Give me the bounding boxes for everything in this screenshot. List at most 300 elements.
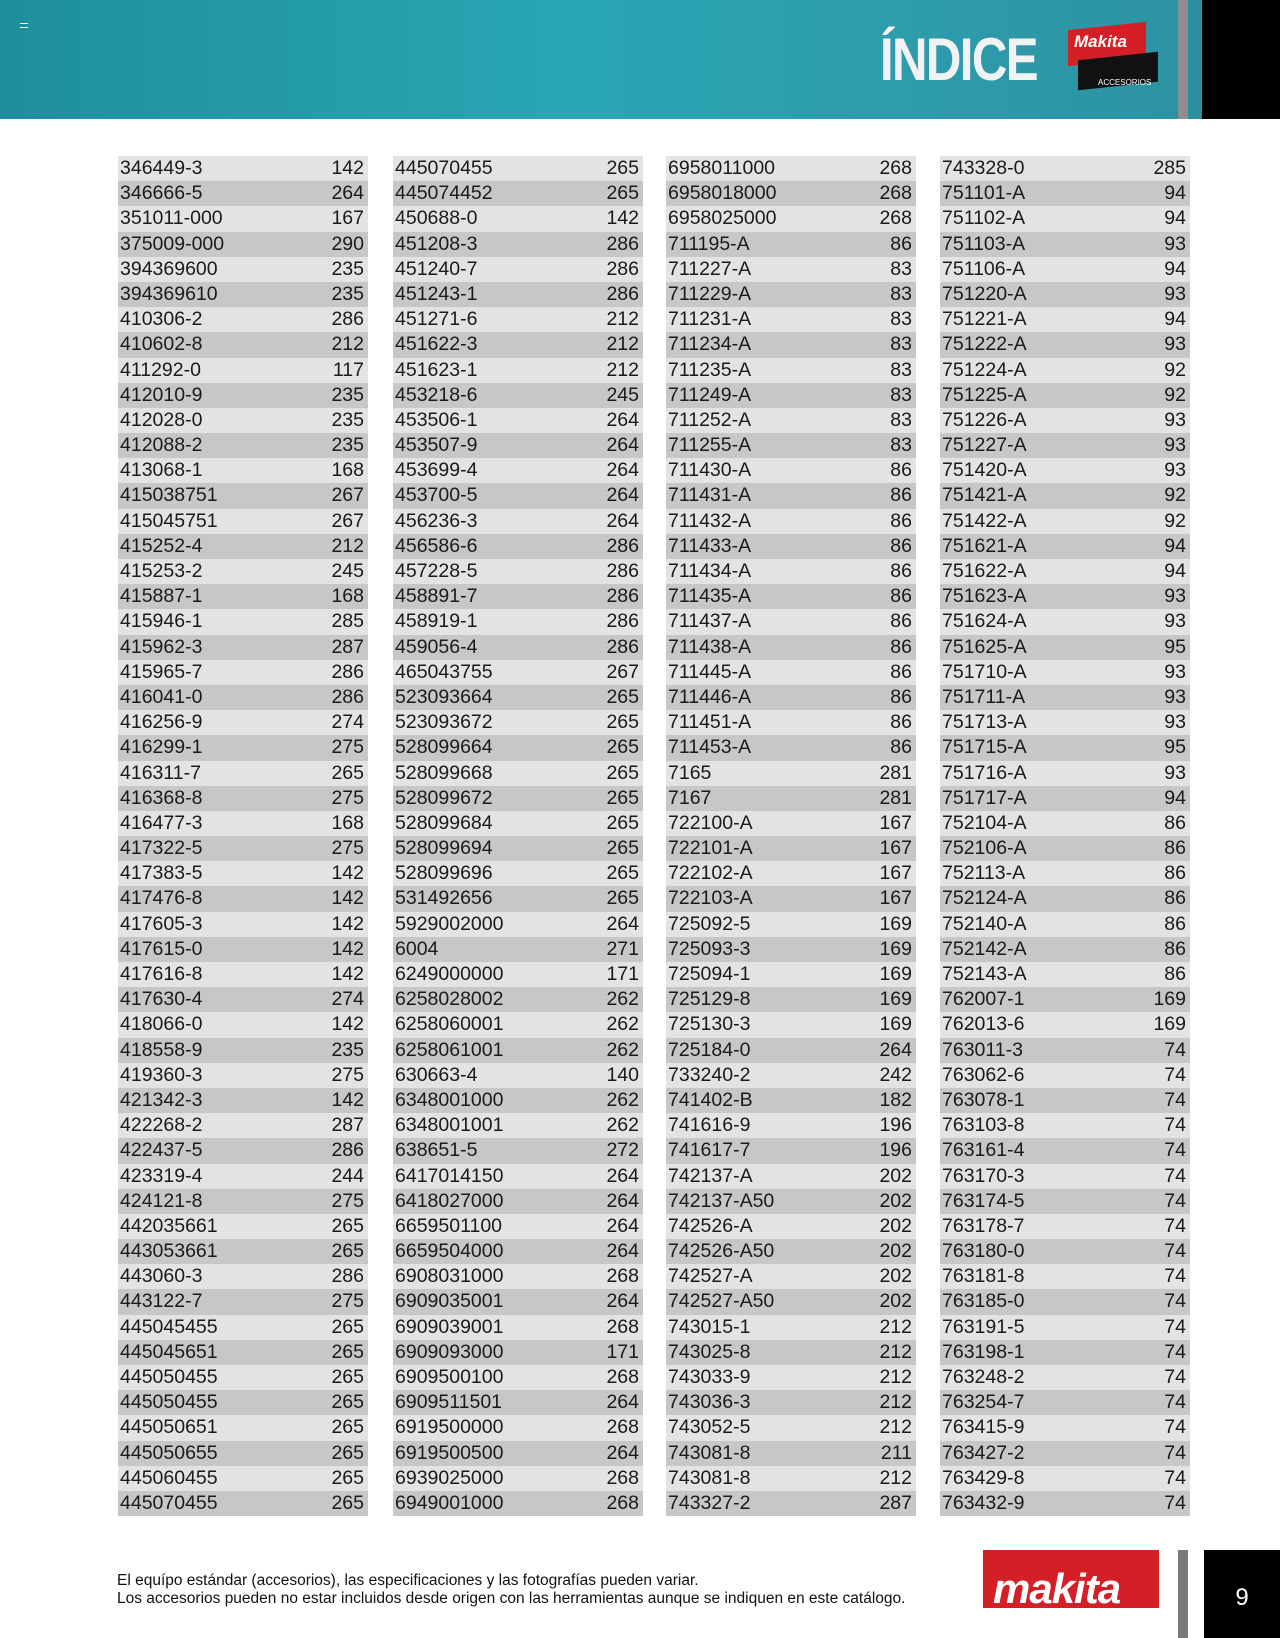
page-ref: 264 — [606, 912, 639, 935]
part-number: 415887-1 — [120, 585, 203, 608]
table-row — [666, 1415, 916, 1440]
part-number: 711451-A — [668, 711, 752, 734]
part-number: 445050651 — [120, 1416, 218, 1439]
part-number: 743081-8 — [668, 1466, 751, 1489]
page-ref: 281 — [879, 786, 912, 809]
page-ref: 264 — [606, 509, 639, 532]
page-ref: 286 — [331, 1265, 364, 1288]
page-ref: 86 — [890, 534, 912, 557]
part-number: 417476-8 — [120, 887, 203, 910]
part-number: 417616-8 — [120, 963, 203, 985]
table-row — [940, 1466, 1190, 1491]
part-number: 410602-8 — [120, 333, 203, 356]
part-number: 415946-1 — [120, 610, 203, 633]
part-number: 445045455 — [120, 1315, 218, 1338]
page-ref: 262 — [606, 988, 639, 1011]
page-ref: 168 — [331, 459, 364, 482]
table-row — [666, 660, 916, 685]
page-ref: 212 — [879, 1416, 912, 1439]
page-ref: 286 — [606, 610, 639, 633]
table-row — [666, 912, 916, 937]
part-number: 394369610 — [120, 282, 218, 305]
table-row — [940, 509, 1190, 534]
part-number: 415252-4 — [120, 534, 203, 557]
page-ref: 142 — [331, 963, 364, 985]
page-ref: 74 — [1164, 1290, 1186, 1313]
page-ref: 169 — [879, 988, 912, 1011]
page-ref: 83 — [890, 333, 912, 356]
table-row — [666, 735, 916, 760]
part-number: 763103-8 — [942, 1114, 1025, 1137]
part-number: 751106-A — [942, 257, 1026, 280]
table-row — [393, 836, 643, 861]
header-stripe-gray — [1178, 0, 1188, 119]
part-number: 528099664 — [395, 736, 493, 759]
part-number: 528099694 — [395, 837, 493, 860]
table-row — [118, 307, 368, 332]
table-row — [940, 710, 1190, 735]
page-ref: 86 — [890, 635, 912, 658]
part-number: 459056-4 — [395, 635, 478, 658]
table-row — [118, 836, 368, 861]
page-ref: 235 — [331, 383, 364, 406]
page-ref: 286 — [606, 232, 639, 255]
page-ref: 74 — [1164, 1466, 1186, 1489]
table-row — [666, 861, 916, 886]
page-ref: 83 — [890, 434, 912, 457]
table-row — [666, 257, 916, 282]
part-number: 423319-4 — [120, 1164, 203, 1187]
table-row — [666, 1340, 916, 1365]
page-ref: 94 — [1164, 786, 1186, 809]
table-row — [940, 886, 1190, 911]
page-ref: 265 — [331, 1340, 364, 1363]
page-ref: 265 — [331, 1491, 364, 1514]
table-row — [393, 1164, 643, 1189]
table-row — [393, 1088, 643, 1113]
part-number: 465043755 — [395, 660, 493, 683]
page-ref: 74 — [1164, 1366, 1186, 1388]
table-row — [393, 1063, 643, 1088]
page-number: 9 — [1235, 1584, 1249, 1611]
table-row — [940, 408, 1190, 433]
table-row — [666, 1390, 916, 1415]
part-number: 711432-A — [668, 509, 752, 532]
part-number: 742137-A — [668, 1164, 753, 1187]
table-row — [393, 1315, 643, 1340]
page-ref: 286 — [331, 308, 364, 331]
index-column-2 — [393, 156, 643, 1516]
page-ref: 212 — [879, 1315, 912, 1338]
part-number: 743081-8 — [668, 1441, 751, 1464]
part-number: 725129-8 — [668, 988, 751, 1011]
part-number: 751220-A — [942, 282, 1027, 305]
part-number: 416477-3 — [120, 811, 203, 834]
table-row — [666, 710, 916, 735]
table-row — [666, 1113, 916, 1138]
part-number: 523093664 — [395, 685, 493, 708]
part-number: 751622-A — [942, 560, 1027, 582]
part-number: 7167 — [668, 786, 712, 809]
page-ref: 83 — [890, 358, 912, 381]
part-number: 763198-1 — [942, 1340, 1025, 1363]
page-ref: 274 — [331, 711, 364, 734]
table-row — [118, 1214, 368, 1239]
part-number: 442035661 — [120, 1214, 218, 1237]
page-ref: 93 — [1164, 232, 1186, 255]
page-ref: 244 — [331, 1164, 364, 1187]
table-row — [666, 559, 916, 584]
part-number: 6949001000 — [395, 1491, 504, 1514]
part-number: 711453-A — [668, 736, 752, 759]
part-number: 453218-6 — [395, 383, 478, 406]
page-ref: 142 — [331, 862, 364, 885]
part-number: 751421-A — [942, 484, 1027, 507]
table-row — [118, 483, 368, 508]
part-number: 742527-A50 — [668, 1290, 775, 1313]
table-row — [118, 1264, 368, 1289]
part-number: 450688-0 — [395, 207, 478, 230]
part-number: 763078-1 — [942, 1088, 1025, 1111]
page-ref: 86 — [890, 585, 912, 608]
page-ref: 93 — [1164, 333, 1186, 356]
part-number: 751623-A — [942, 585, 1027, 608]
part-number: 711446-A — [668, 685, 752, 708]
part-number: 445070455 — [395, 157, 493, 179]
part-number: 725130-3 — [668, 1013, 751, 1036]
page-ref: 142 — [331, 937, 364, 960]
page-ref: 86 — [890, 660, 912, 683]
table-row — [393, 1038, 643, 1063]
page-ref: 268 — [606, 1491, 639, 1514]
table-row — [940, 1365, 1190, 1390]
page-ref: 287 — [879, 1491, 912, 1514]
part-number: 763254-7 — [942, 1391, 1025, 1414]
part-number: 453699-4 — [395, 459, 478, 482]
page-ref: 74 — [1164, 1063, 1186, 1086]
page-ref: 86 — [890, 459, 912, 482]
table-row — [940, 559, 1190, 584]
page-ref: 171 — [606, 963, 639, 985]
table-row — [393, 685, 643, 710]
page-ref: 264 — [606, 1214, 639, 1237]
part-number: 412028-0 — [120, 408, 203, 431]
table-row — [118, 383, 368, 408]
page-ref: 264 — [879, 1038, 912, 1061]
page-ref: 196 — [879, 1139, 912, 1162]
page-ref: 86 — [890, 685, 912, 708]
table-row — [118, 1088, 368, 1113]
page-ref: 268 — [606, 1416, 639, 1439]
page-ref: 86 — [890, 509, 912, 532]
part-number: 751225-A — [942, 383, 1027, 406]
part-number: 751717-A — [942, 786, 1027, 809]
table-row — [393, 786, 643, 811]
table-row — [118, 987, 368, 1012]
table-row — [666, 181, 916, 206]
table-row — [118, 811, 368, 836]
table-row — [118, 206, 368, 231]
part-number: 456236-3 — [395, 509, 478, 532]
page-ref: 265 — [606, 837, 639, 860]
part-number: 725094-1 — [668, 963, 751, 985]
page-ref: 212 — [606, 333, 639, 356]
table-row — [940, 206, 1190, 231]
table-row — [940, 987, 1190, 1012]
page-ref: 264 — [606, 1164, 639, 1187]
part-number: 415253-2 — [120, 560, 203, 582]
part-number: 528099696 — [395, 862, 493, 885]
part-number: 751224-A — [942, 358, 1027, 381]
table-row — [666, 1012, 916, 1037]
table-row — [118, 735, 368, 760]
part-number: 743033-9 — [668, 1366, 751, 1388]
part-number: 722102-A — [668, 862, 753, 885]
part-number: 443053661 — [120, 1240, 218, 1263]
part-number: 763180-0 — [942, 1240, 1025, 1263]
footer-logo-text: makita — [993, 1565, 1121, 1612]
page-ref: 275 — [331, 1063, 364, 1086]
page-ref: 86 — [1164, 811, 1186, 834]
table-row — [118, 509, 368, 534]
page-ref: 265 — [331, 761, 364, 784]
page-ref: 286 — [606, 635, 639, 658]
table-row — [940, 1491, 1190, 1516]
page-ref: 275 — [331, 837, 364, 860]
page-ref: 267 — [331, 484, 364, 507]
table-row — [393, 962, 643, 987]
table-row — [940, 735, 1190, 760]
part-number: 751715-A — [942, 736, 1027, 759]
table-row — [393, 735, 643, 760]
table-row — [393, 181, 643, 206]
page-ref: 74 — [1164, 1189, 1186, 1212]
table-row — [666, 156, 916, 181]
table-row — [940, 433, 1190, 458]
part-number: 6909035001 — [395, 1290, 504, 1313]
table-row — [393, 1491, 643, 1516]
table-row — [118, 433, 368, 458]
part-number: 6659504000 — [395, 1240, 504, 1263]
page-ref: 262 — [606, 1013, 639, 1036]
part-number: 711431-A — [668, 484, 752, 507]
part-number: 722103-A — [668, 887, 753, 910]
table-row — [666, 1315, 916, 1340]
part-number: 416299-1 — [120, 736, 203, 759]
table-row — [393, 1466, 643, 1491]
table-row — [940, 156, 1190, 181]
page-ref: 265 — [331, 1240, 364, 1263]
part-number: 411292-0 — [120, 358, 201, 381]
page-ref: 275 — [331, 1189, 364, 1212]
table-row — [940, 761, 1190, 786]
page-ref: 272 — [606, 1139, 639, 1162]
page-ref: 74 — [1164, 1088, 1186, 1111]
page-ref: 212 — [606, 358, 639, 381]
table-row — [940, 458, 1190, 483]
page-ref: 265 — [606, 157, 639, 179]
menu-icon — [20, 23, 28, 28]
page-ref: 211 — [880, 1441, 912, 1464]
table-row — [940, 1289, 1190, 1314]
table-row — [118, 282, 368, 307]
table-row — [118, 358, 368, 383]
part-number: 412088-2 — [120, 434, 203, 457]
page-ref: 74 — [1164, 1441, 1186, 1464]
table-row — [118, 584, 368, 609]
part-number: 458891-7 — [395, 585, 478, 608]
page-ref: 285 — [331, 610, 364, 633]
page-ref: 267 — [331, 509, 364, 532]
page-ref: 286 — [606, 282, 639, 305]
table-row — [666, 1466, 916, 1491]
page-ref: 83 — [890, 408, 912, 431]
table-row — [940, 332, 1190, 357]
part-number: 6909511501 — [395, 1391, 503, 1414]
table-row — [940, 1038, 1190, 1063]
part-number: 413068-1 — [120, 459, 203, 482]
part-number: 451623-1 — [395, 358, 478, 381]
table-row — [666, 635, 916, 660]
part-number: 722101-A — [668, 837, 753, 860]
page-ref: 74 — [1164, 1315, 1186, 1338]
part-number: 752140-A — [942, 912, 1027, 935]
table-row — [393, 307, 643, 332]
logo-text: Makita — [1074, 32, 1127, 51]
page-ref: 167 — [879, 862, 912, 885]
page-ref: 92 — [1164, 509, 1186, 532]
page-ref: 86 — [1164, 887, 1186, 910]
part-number: 451243-1 — [395, 282, 478, 305]
part-number: 763062-6 — [942, 1063, 1025, 1086]
part-number: 417605-3 — [120, 912, 203, 935]
page-ref: 265 — [331, 1441, 364, 1464]
part-number: 6418027000 — [395, 1189, 504, 1212]
part-number: 445074452 — [395, 182, 493, 205]
table-row — [666, 408, 916, 433]
table-row — [393, 1390, 643, 1415]
page-ref: 86 — [890, 232, 912, 255]
part-number: 711438-A — [668, 635, 752, 658]
table-row — [118, 1063, 368, 1088]
page-ref: 93 — [1164, 282, 1186, 305]
part-number: 6908031000 — [395, 1265, 504, 1288]
page-ref: 268 — [606, 1366, 639, 1388]
part-number: 523093672 — [395, 711, 493, 734]
page-ref: 74 — [1164, 1265, 1186, 1288]
page-ref: 142 — [331, 157, 364, 179]
table-row — [666, 1164, 916, 1189]
table-row — [940, 836, 1190, 861]
table-row — [393, 358, 643, 383]
table-row — [118, 1289, 368, 1314]
page-ref: 142 — [331, 912, 364, 935]
part-number: 6939025000 — [395, 1466, 504, 1489]
page-ref: 142 — [331, 1088, 364, 1111]
page-ref: 287 — [331, 635, 364, 658]
table-row — [666, 433, 916, 458]
page-ref: 202 — [879, 1189, 912, 1212]
part-number: 763415-9 — [942, 1416, 1025, 1439]
part-number: 742526-A — [668, 1214, 753, 1237]
part-number: 451208-3 — [395, 232, 478, 255]
table-row — [393, 1189, 643, 1214]
page-ref: 94 — [1164, 207, 1186, 230]
part-number: 424121-8 — [120, 1189, 203, 1212]
page-ref: 83 — [890, 257, 912, 280]
part-number: 528099668 — [395, 761, 493, 784]
part-number: 711255-A — [668, 434, 752, 457]
page-ref: 74 — [1164, 1391, 1186, 1414]
table-row — [393, 1138, 643, 1163]
table-row — [118, 156, 368, 181]
table-row — [666, 1214, 916, 1239]
table-row — [666, 1138, 916, 1163]
part-number: 638651-5 — [395, 1139, 478, 1162]
table-row — [666, 232, 916, 257]
page-ref: 264 — [606, 434, 639, 457]
part-number: 763429-8 — [942, 1466, 1025, 1489]
table-row — [666, 358, 916, 383]
part-number: 725093-3 — [668, 937, 751, 960]
table-row — [393, 886, 643, 911]
part-number: 743025-8 — [668, 1340, 751, 1363]
part-number: 742526-A50 — [668, 1240, 775, 1263]
part-number: 528099672 — [395, 786, 493, 809]
part-number: 6258028002 — [395, 988, 504, 1011]
page-ref: 196 — [879, 1114, 912, 1137]
part-number: 6958025000 — [668, 207, 777, 230]
table-row — [118, 861, 368, 886]
table-row — [940, 1164, 1190, 1189]
table-row — [666, 836, 916, 861]
part-number: 763174-5 — [942, 1189, 1025, 1212]
table-row — [118, 635, 368, 660]
page-ref: 94 — [1164, 257, 1186, 280]
part-number: 416256-9 — [120, 711, 203, 734]
index-column-4 — [940, 156, 1190, 1516]
part-number: 752106-A — [942, 837, 1027, 860]
page-ref: 286 — [331, 1139, 364, 1162]
page-ref: 94 — [1164, 308, 1186, 331]
table-row — [940, 609, 1190, 634]
table-row — [393, 710, 643, 735]
page-ref: 140 — [606, 1063, 639, 1086]
part-number: 743327-2 — [668, 1491, 751, 1514]
table-row — [393, 861, 643, 886]
part-number: 752113-A — [942, 862, 1026, 885]
table-row — [666, 206, 916, 231]
table-row — [118, 534, 368, 559]
page-ref: 268 — [879, 207, 912, 230]
part-number: 741402-B — [668, 1088, 753, 1111]
page-ref: 86 — [1164, 862, 1186, 885]
page-ref: 265 — [606, 786, 639, 809]
part-number: 6909500100 — [395, 1366, 504, 1388]
table-row — [666, 1441, 916, 1466]
table-row — [666, 458, 916, 483]
table-row — [666, 383, 916, 408]
part-number: 6258061001 — [395, 1038, 504, 1061]
part-number: 7165 — [668, 761, 712, 784]
page-ref: 169 — [879, 1013, 912, 1036]
page-ref: 93 — [1164, 685, 1186, 708]
part-number: 415038751 — [120, 484, 218, 507]
part-number: 751221-A — [942, 308, 1027, 331]
page-ref: 169 — [879, 963, 912, 985]
part-number: 6919500500 — [395, 1441, 504, 1464]
table-row — [940, 483, 1190, 508]
